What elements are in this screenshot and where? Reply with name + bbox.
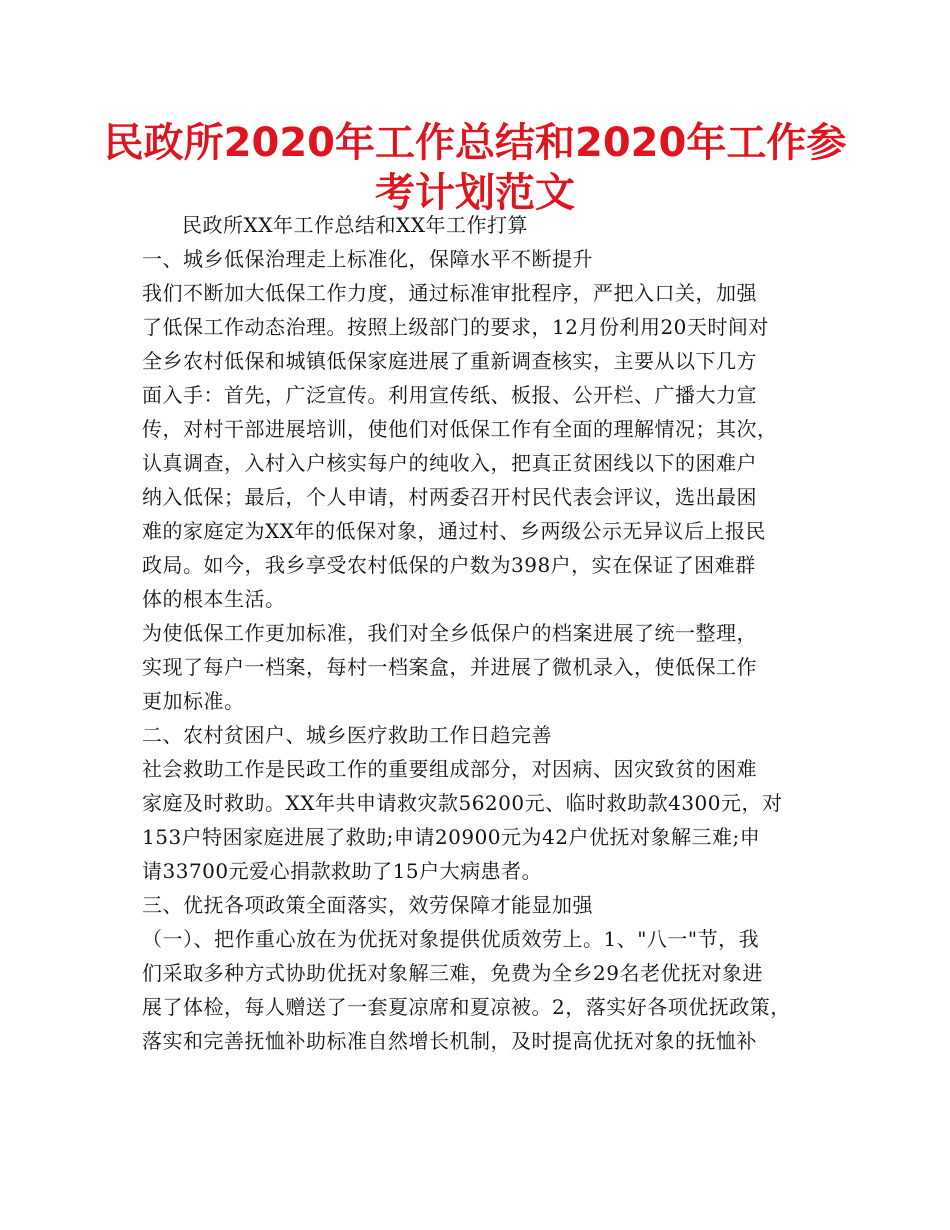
body-line: 为使低保工作更加标准，我们对全乡低保户的档案进展了统一整理， <box>142 621 757 645</box>
body-line: 全乡农村低保和城镇低保家庭进展了重新调查核实，主要从以下几方 <box>142 349 757 373</box>
body-line: 了低保工作动态治理。按照上级部门的要求，12月份利用20天时间对 <box>142 315 769 339</box>
section-heading: 三、优抚各项政策全面落实，效劳保障才能显加强 <box>142 893 593 917</box>
body-line: 展了体检，每人赠送了一套夏凉席和夏凉被。2，落实好各项优抚政策， <box>142 995 791 1019</box>
body-line: 传，对村干部进展培训，使他们对低保工作有全面的理解情况；其次， <box>142 417 778 441</box>
body-line: 体的根本生活。 <box>142 587 286 611</box>
section-heading: 二、农村贫困户、城乡医疗救助工作日趋完善 <box>142 723 552 747</box>
body-line: 们采取多种方式协助优抚对象解三难，免费为全乡29名老优抚对象进 <box>142 961 763 985</box>
body-line: 纳入低保；最后，个人申请，村两委召开村民代表会评议，选出最困 <box>142 485 757 509</box>
subtitle-line: 民政所XX年工作总结和XX年工作打算 <box>182 213 528 237</box>
title-line: 考计划范文 <box>375 170 575 216</box>
title-line: 民政所2020年工作总结和2020年工作参 <box>103 120 847 166</box>
body-line: 难的家庭定为XX年的低保对象，通过村、乡两级公示无异议后上报民 <box>142 519 766 543</box>
body-line: 社会救助工作是民政工作的重要组成部分，对因病、因灾致贫的困难 <box>142 757 757 781</box>
body-line: 我们不断加大低保工作力度，通过标准审批程序，严把入口关，加强 <box>142 281 757 305</box>
body-line: 落实和完善抚恤补助标准自然增长机制，及时提高优抚对象的抚恤补 <box>142 1029 757 1053</box>
body-line: 认真调查，入村入户核实每户的纯收入，把真正贫困线以下的困难户 <box>142 451 757 475</box>
body-line: 153户特困家庭进展了救助;申请20900元为42户优抚对象解三难;申 <box>142 825 761 849</box>
document-title <box>100 118 850 218</box>
body-line: 政局。如今，我乡享受农村低保的户数为398户，实在保证了困难群 <box>142 553 756 577</box>
body-line: （一）、把作重心放在为优抚对象提供优质效劳上。1、"八一"节，我 <box>142 927 760 951</box>
section-heading: 一、城乡低保治理走上标准化，保障水平不断提升 <box>142 247 593 271</box>
body-line: 请33700元爱心捐款救助了15户大病患者。 <box>142 859 543 883</box>
body-line: 家庭及时救助。XX年共申请救灾款56200元、临时救助款4300元，对 <box>142 791 783 815</box>
body-line: 面入手：首先，广泛宣传。利用宣传纸、板报、公开栏、广播大力宣 <box>142 383 757 407</box>
body-line: 实现了每户一档案，每村一档案盒，并进展了微机录入，使低保工作 <box>142 655 757 679</box>
document-body <box>142 208 822 1058</box>
body-line: 更加标准。 <box>142 689 245 713</box>
